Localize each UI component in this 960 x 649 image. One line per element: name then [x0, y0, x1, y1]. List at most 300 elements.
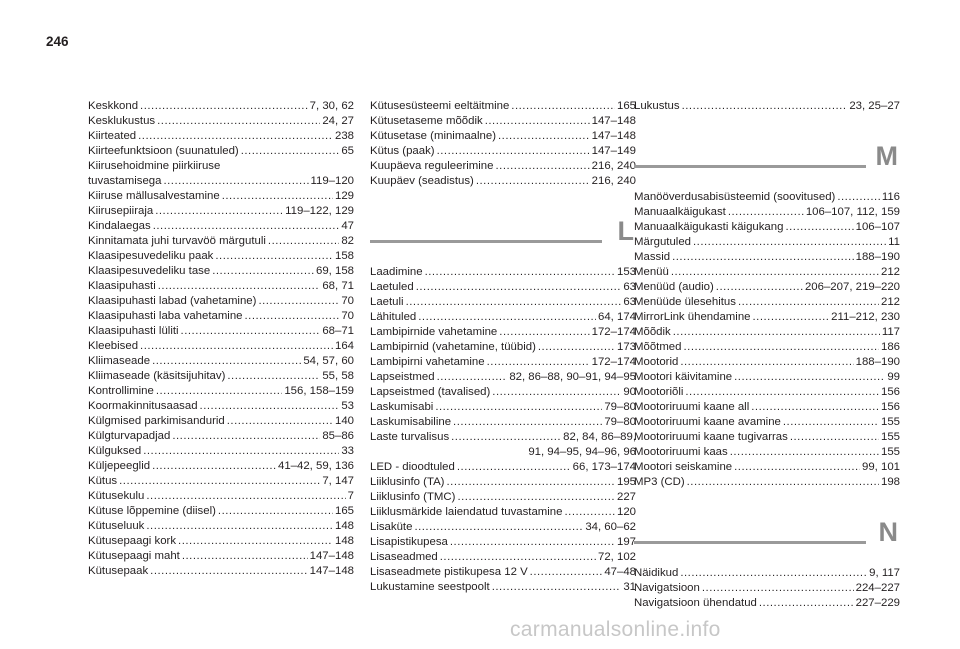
- entry-term: Kinnitamata juhi turvavöö märgutuli: [88, 235, 266, 247]
- entry-term: Kütusepaak: [88, 565, 149, 577]
- entry-term: Menüüde ülesehitus: [634, 296, 736, 308]
- entry-pages: 70: [341, 310, 354, 322]
- index-entry: [88, 459, 354, 474]
- index-entry: [370, 475, 636, 490]
- index-entry: [370, 265, 636, 280]
- entry-term: Mootoriruumi kaas: [634, 446, 728, 458]
- dot-leader: [492, 580, 622, 595]
- dot-leader: [150, 564, 307, 579]
- entry-pages: 85–86: [322, 430, 354, 442]
- entry-pages: 7: [347, 490, 354, 502]
- entry-term: Kesklukustus: [88, 115, 156, 127]
- section-header: [634, 512, 900, 552]
- index-entry: [370, 400, 636, 415]
- section-divider: [370, 240, 602, 243]
- entry-term: Liiklusinfo (TMC): [370, 491, 456, 503]
- index-entry: [88, 564, 354, 579]
- entry-pages: 7, 30, 62: [309, 100, 354, 112]
- dot-leader: [683, 340, 879, 355]
- entry-term: Mõõtmed: [634, 341, 682, 353]
- dot-leader: [138, 129, 333, 144]
- index-entry: [88, 279, 354, 294]
- entry-term: Lapseistmed: [370, 371, 435, 383]
- entry-term: Märgutuled: [634, 236, 691, 248]
- index-entry: [634, 295, 900, 310]
- dot-leader: [218, 504, 333, 519]
- index-entry: [88, 354, 354, 369]
- index-entry: [370, 490, 636, 505]
- index-entry: [370, 114, 636, 129]
- entry-pages: 164: [334, 340, 354, 352]
- entry-pages: 156: [880, 386, 900, 398]
- index-entry: [370, 550, 636, 565]
- section-divider: [634, 541, 866, 544]
- dot-leader: [156, 384, 282, 399]
- index-entry: [88, 204, 354, 219]
- dot-leader: [702, 581, 854, 596]
- dot-leader: [157, 114, 320, 129]
- index-entry: [88, 324, 354, 339]
- index-entry: [370, 535, 636, 550]
- entry-pages: 195: [616, 476, 636, 488]
- entry-pages: 153: [616, 266, 636, 278]
- entry-term: Klaasipuhasti labad (vahetamine): [88, 295, 257, 307]
- entry-pages: 82, 86–88, 90–91, 94–95: [509, 371, 636, 383]
- entry-pages: 54, 57, 60: [303, 355, 354, 367]
- entry-term: Kütusekulu: [88, 490, 145, 502]
- entry-term: Külgturvapadjad: [88, 430, 171, 442]
- index-entry: [88, 129, 354, 144]
- entry-pages: 227: [616, 491, 636, 503]
- dot-leader: [172, 429, 320, 444]
- entry-term: Lambipirni vahetamine: [370, 356, 485, 368]
- dot-leader: [671, 265, 879, 280]
- entry-term: Mootoriõli: [634, 386, 684, 398]
- entry-pages: 147–149: [591, 145, 636, 157]
- entry-term: Mootori käivitamine: [634, 371, 733, 383]
- entry-term: Kiirteated: [88, 130, 137, 142]
- entry-pages: 156, 158–159: [284, 385, 354, 397]
- index-entry: [88, 294, 354, 309]
- entry-term: Kütusepaagi maht: [88, 550, 180, 562]
- dot-leader: [538, 340, 615, 355]
- index-entry: [370, 159, 636, 174]
- dot-leader: [178, 534, 333, 549]
- entry-pages: 55, 58: [322, 370, 354, 382]
- entry-pages: 212: [880, 266, 900, 278]
- index-entry: [370, 415, 636, 430]
- dot-leader: [687, 475, 879, 490]
- dot-leader: [158, 279, 321, 294]
- dot-leader: [785, 220, 853, 235]
- index-entry: [634, 280, 900, 295]
- dot-leader: [245, 309, 340, 324]
- index-entry: [88, 399, 354, 414]
- entry-pages: 68–71: [322, 325, 354, 337]
- index-entry: [88, 549, 354, 564]
- dot-leader: [457, 490, 615, 505]
- dot-leader: [241, 144, 340, 159]
- index-entry: [88, 444, 354, 459]
- entry-pages: 147–148: [591, 130, 636, 142]
- entry-term: Mõõdik: [634, 326, 671, 338]
- entry-term: Navigatsioon ühendatud: [634, 597, 757, 609]
- index-entry: [88, 504, 354, 519]
- index-entry: [634, 566, 900, 581]
- dot-leader: [495, 159, 589, 174]
- entry-term: Lambipirnid (vahetamine, tüübid): [370, 341, 536, 353]
- dot-leader: [227, 414, 333, 429]
- entry-term: Kuupäeva reguleerimine: [370, 160, 494, 172]
- entry-pages: 90: [623, 386, 636, 398]
- dot-leader: [476, 174, 590, 189]
- index-entry: [634, 235, 900, 250]
- index-entry: [370, 430, 636, 460]
- entry-term: Manuaalkäigukast: [634, 206, 726, 218]
- dot-leader: [457, 460, 571, 475]
- index-entry: [370, 355, 636, 370]
- dot-leader: [152, 459, 276, 474]
- dot-leader: [728, 205, 804, 220]
- dot-leader: [215, 249, 333, 264]
- index-entry: [370, 310, 636, 325]
- entry-term: Kütus (paak): [370, 145, 435, 157]
- entry-pages: 212: [880, 296, 900, 308]
- entry-term: Kuupäev (seadistus): [370, 175, 474, 187]
- section-header: [370, 211, 636, 251]
- index-entry: [88, 339, 354, 354]
- dot-leader: [268, 234, 339, 249]
- entry-pages: 64, 174: [597, 311, 636, 323]
- index-entry: [634, 250, 900, 265]
- index-entry: [634, 370, 900, 385]
- dot-leader: [453, 415, 602, 430]
- entry-pages: 188–190: [855, 251, 900, 263]
- entry-term: Lisaseadmed: [370, 551, 438, 563]
- entry-pages: 140: [334, 415, 354, 427]
- entry-pages: 147–148: [309, 550, 354, 562]
- entry-term: Lisaseadmete pistikupesa 12 V: [370, 566, 528, 578]
- entry-term: Klaasipuhasti laba vahetamine: [88, 310, 243, 322]
- dot-leader: [146, 489, 345, 504]
- entry-term: Laadimine: [370, 266, 423, 278]
- entry-term: Keskkond: [88, 100, 139, 112]
- entry-term: Lambipirnide vahetamine: [370, 326, 498, 338]
- index-entry: [88, 189, 354, 204]
- entry-pages: 41–42, 59, 136: [277, 460, 354, 472]
- index-entry: [88, 174, 354, 189]
- entry-term: Mootoriruumi kaane avamine: [634, 416, 781, 428]
- dot-leader: [673, 325, 880, 340]
- entry-pages: 238: [334, 130, 354, 142]
- index-entry: [634, 581, 900, 596]
- dot-leader: [418, 310, 596, 325]
- entry-term: Külgmised parkimisandurid: [88, 415, 225, 427]
- dot-leader: [511, 99, 615, 114]
- entry-pages: 7, 147: [322, 475, 354, 487]
- entry-pages: 155: [880, 446, 900, 458]
- index-entry: [634, 325, 900, 340]
- dot-leader: [212, 264, 314, 279]
- entry-term: Kiirusepiiraja: [88, 205, 154, 217]
- index-entry: [88, 369, 354, 384]
- entry-pages: 99, 101: [861, 461, 900, 473]
- entry-pages: 216, 240: [591, 175, 636, 187]
- dot-leader: [140, 99, 308, 114]
- index-entry: [370, 370, 636, 385]
- entry-pages: 68, 71: [322, 280, 354, 292]
- index-entry: [88, 219, 354, 234]
- entry-pages: 119–120: [310, 175, 354, 187]
- index-entry: [88, 414, 354, 429]
- entry-pages: 31: [623, 581, 636, 593]
- section-divider: [634, 165, 866, 168]
- dot-leader: [680, 355, 853, 370]
- entry-term: Liiklusinfo (TA): [370, 476, 445, 488]
- index-entry: [634, 475, 900, 490]
- entry-term: Kontrollimine: [88, 385, 154, 397]
- entry-term: Kliimaseade (käsitsijuhitav): [88, 370, 226, 382]
- dot-leader: [751, 400, 879, 415]
- index-column-1: [88, 99, 354, 579]
- index-entry: [634, 596, 900, 611]
- dot-leader: [440, 550, 596, 565]
- index-entry: [634, 190, 900, 205]
- entry-term: Menüü: [634, 266, 669, 278]
- dot-leader: [680, 566, 867, 581]
- dot-leader: [672, 250, 854, 265]
- entry-pages: 106–107, 112, 159: [805, 206, 900, 218]
- dot-leader: [435, 400, 602, 415]
- index-entry: [370, 565, 636, 580]
- index-column-3: [634, 99, 900, 611]
- dot-leader: [730, 445, 879, 460]
- index-entry: [634, 340, 900, 355]
- entry-pages: 9, 117: [869, 567, 900, 579]
- dot-leader: [450, 535, 615, 550]
- index-entry: [634, 205, 900, 220]
- entry-pages: 79–80: [604, 401, 636, 413]
- index-entry: [370, 144, 636, 159]
- entry-pages: 206–207, 219–220: [804, 281, 900, 293]
- dot-leader: [753, 310, 830, 325]
- index-entry: [370, 129, 636, 144]
- entry-pages: 148: [334, 535, 354, 547]
- entry-term: Menüüd (audio): [634, 281, 714, 293]
- section-letter: N: [878, 517, 898, 547]
- dot-leader: [682, 99, 848, 114]
- entry-pages: 158: [334, 250, 354, 262]
- entry-pages: 53: [341, 400, 354, 412]
- index-entry: [634, 400, 900, 415]
- entry-pages: 47: [341, 220, 354, 232]
- entry-pages: 188–190: [855, 356, 900, 368]
- entry-pages: 172–174: [591, 356, 636, 368]
- entry-term: Manööverdusabisüsteemid (soovitused): [634, 191, 836, 203]
- index-entry: [88, 234, 354, 249]
- entry-pages: 79–80: [604, 416, 636, 428]
- entry-term: Kütuseluuk: [88, 520, 145, 532]
- entry-pages: 65: [341, 145, 354, 157]
- index-entry: [88, 384, 354, 399]
- index-entry: [634, 430, 900, 445]
- dot-leader: [425, 265, 615, 280]
- index-entry: [634, 385, 900, 400]
- entry-term: Kütuse lõppemine (diisel): [88, 505, 216, 517]
- entry-term: Kliimaseade: [88, 355, 151, 367]
- dot-leader: [734, 370, 885, 385]
- entry-pages: 47–48: [604, 566, 636, 578]
- entry-term: Klaasipesuvedeliku paak: [88, 250, 214, 262]
- dot-leader: [153, 219, 340, 234]
- entry-pages: 24, 27: [322, 115, 354, 127]
- dot-leader: [738, 295, 879, 310]
- index-entry: [370, 295, 636, 310]
- entry-pages: 148: [334, 520, 354, 532]
- entry-term: Kütus: [88, 475, 118, 487]
- entry-pages: 69, 158: [315, 265, 354, 277]
- index-entry: [370, 340, 636, 355]
- entry-term: Näidikud: [634, 567, 679, 579]
- entry-pages: 155: [880, 416, 900, 428]
- page-number: 246: [46, 34, 69, 49]
- entry-term: tuvastamisega: [88, 175, 162, 187]
- entry-term: Mootoriruumi kaane tugivarras: [634, 431, 788, 443]
- entry-pages: 82: [341, 235, 354, 247]
- index-entry: [370, 460, 636, 475]
- entry-pages: 106–107: [855, 221, 900, 233]
- entry-term: Mootori seiskamine: [634, 461, 733, 473]
- dot-leader: [406, 295, 622, 310]
- dot-leader: [200, 399, 340, 414]
- entry-term: Manuaalkäigukasti käigukang: [634, 221, 784, 233]
- dot-leader: [414, 520, 583, 535]
- index-entry: [88, 264, 354, 279]
- entry-pages: 82, 84, 86–89,: [563, 431, 636, 443]
- dot-leader: [437, 144, 590, 159]
- index-entry: [634, 220, 900, 235]
- entry-term: Laetuli: [370, 296, 404, 308]
- dot-leader: [146, 519, 333, 534]
- dot-leader: [487, 355, 590, 370]
- dot-leader: [790, 430, 879, 445]
- index-entry: [88, 429, 354, 444]
- index-entry: [88, 534, 354, 549]
- dot-leader: [685, 385, 879, 400]
- entry-pages: 224–227: [855, 582, 900, 594]
- entry-pages: 99: [887, 371, 900, 383]
- index-entry: [370, 505, 636, 520]
- index-entry: [370, 99, 636, 114]
- entry-term: Külguksed: [88, 445, 142, 457]
- entry-term: Kindalaegas: [88, 220, 151, 232]
- entry-term: Klaasipesuvedeliku tase: [88, 265, 211, 277]
- index-entry: [370, 520, 636, 535]
- dot-leader: [492, 385, 621, 400]
- index-column-2: [370, 99, 636, 595]
- dot-leader: [222, 189, 333, 204]
- dot-leader: [734, 460, 860, 475]
- entry-pages: 72, 102: [597, 551, 636, 563]
- index-entry: [634, 445, 900, 460]
- index-entry: [88, 489, 354, 504]
- index-entry: [88, 519, 354, 534]
- entry-term: Lisaküte: [370, 521, 413, 533]
- dot-leader: [258, 294, 339, 309]
- dot-leader: [693, 235, 886, 250]
- entry-term: Lukustamine seestpoolt: [370, 581, 490, 593]
- dot-leader: [163, 174, 308, 189]
- entry-term: Lapseistmed (tavalised): [370, 386, 491, 398]
- dot-leader: [498, 129, 590, 144]
- entry-pages: 172–174: [591, 326, 636, 338]
- dot-leader: [564, 505, 615, 520]
- index-entry: [370, 325, 636, 340]
- entry-term: Mootoriruumi kaane all: [634, 401, 750, 413]
- entry-term: MP3 (CD): [634, 476, 685, 488]
- entry-pages: 11: [888, 236, 900, 248]
- entry-term: LED - dioodtuled: [370, 461, 455, 473]
- entry-pages: 63: [623, 281, 636, 293]
- index-entry: [88, 99, 354, 114]
- entry-pages: 70: [341, 295, 354, 307]
- dot-leader: [119, 474, 320, 489]
- dot-leader: [451, 430, 561, 445]
- entry-term: Liiklusmärkide laiendatud tuvastamine: [370, 506, 563, 518]
- index-entry: [370, 385, 636, 400]
- entry-term: Navigatsioon: [634, 582, 700, 594]
- dot-leader: [716, 280, 803, 295]
- entry-term: Laskumisabiline: [370, 416, 452, 428]
- index-entry: [634, 460, 900, 475]
- section-header: [634, 136, 900, 176]
- entry-term: Laskumisabi: [370, 401, 434, 413]
- entry-pages: 165: [334, 505, 354, 517]
- entry-pages: 147–148: [591, 115, 636, 127]
- dot-leader: [152, 354, 301, 369]
- dot-leader: [227, 369, 320, 384]
- entry-term: Massid: [634, 251, 671, 263]
- index-entry: [88, 474, 354, 489]
- index-entry: [634, 99, 900, 114]
- index-entry: [634, 310, 900, 325]
- dot-leader: [530, 565, 603, 580]
- entry-term: Kiirteefunktsioon (suunatuled): [88, 145, 239, 157]
- entry-pages: 155: [880, 431, 900, 443]
- index-entry: [634, 355, 900, 370]
- entry-term: Klaasipuhasti lüliti: [88, 325, 179, 337]
- index-entry: [370, 174, 636, 189]
- dot-leader: [485, 114, 590, 129]
- dot-leader: [416, 280, 622, 295]
- dot-leader: [143, 444, 339, 459]
- entry-term: Lukustus: [634, 100, 680, 112]
- entry-pages: 129: [334, 190, 354, 202]
- entry-term: Küljepeeglid: [88, 460, 151, 472]
- dot-leader: [155, 204, 283, 219]
- dot-leader: [783, 415, 879, 430]
- dot-leader: [499, 325, 589, 340]
- entry-term: Lisapistikupesa: [370, 536, 448, 548]
- entry-pages: 66, 173–174: [572, 461, 636, 473]
- entry-pages: 23, 25–27: [849, 100, 900, 112]
- entry-term: Laste turvalisus: [370, 431, 450, 443]
- entry-pages: 198: [880, 476, 900, 488]
- entry-term: Kütusetaseme mõõdik: [370, 115, 483, 127]
- index-entry: [88, 144, 354, 159]
- entry-term: Kütusepaagi kork: [88, 535, 177, 547]
- entry-pages: 156: [880, 401, 900, 413]
